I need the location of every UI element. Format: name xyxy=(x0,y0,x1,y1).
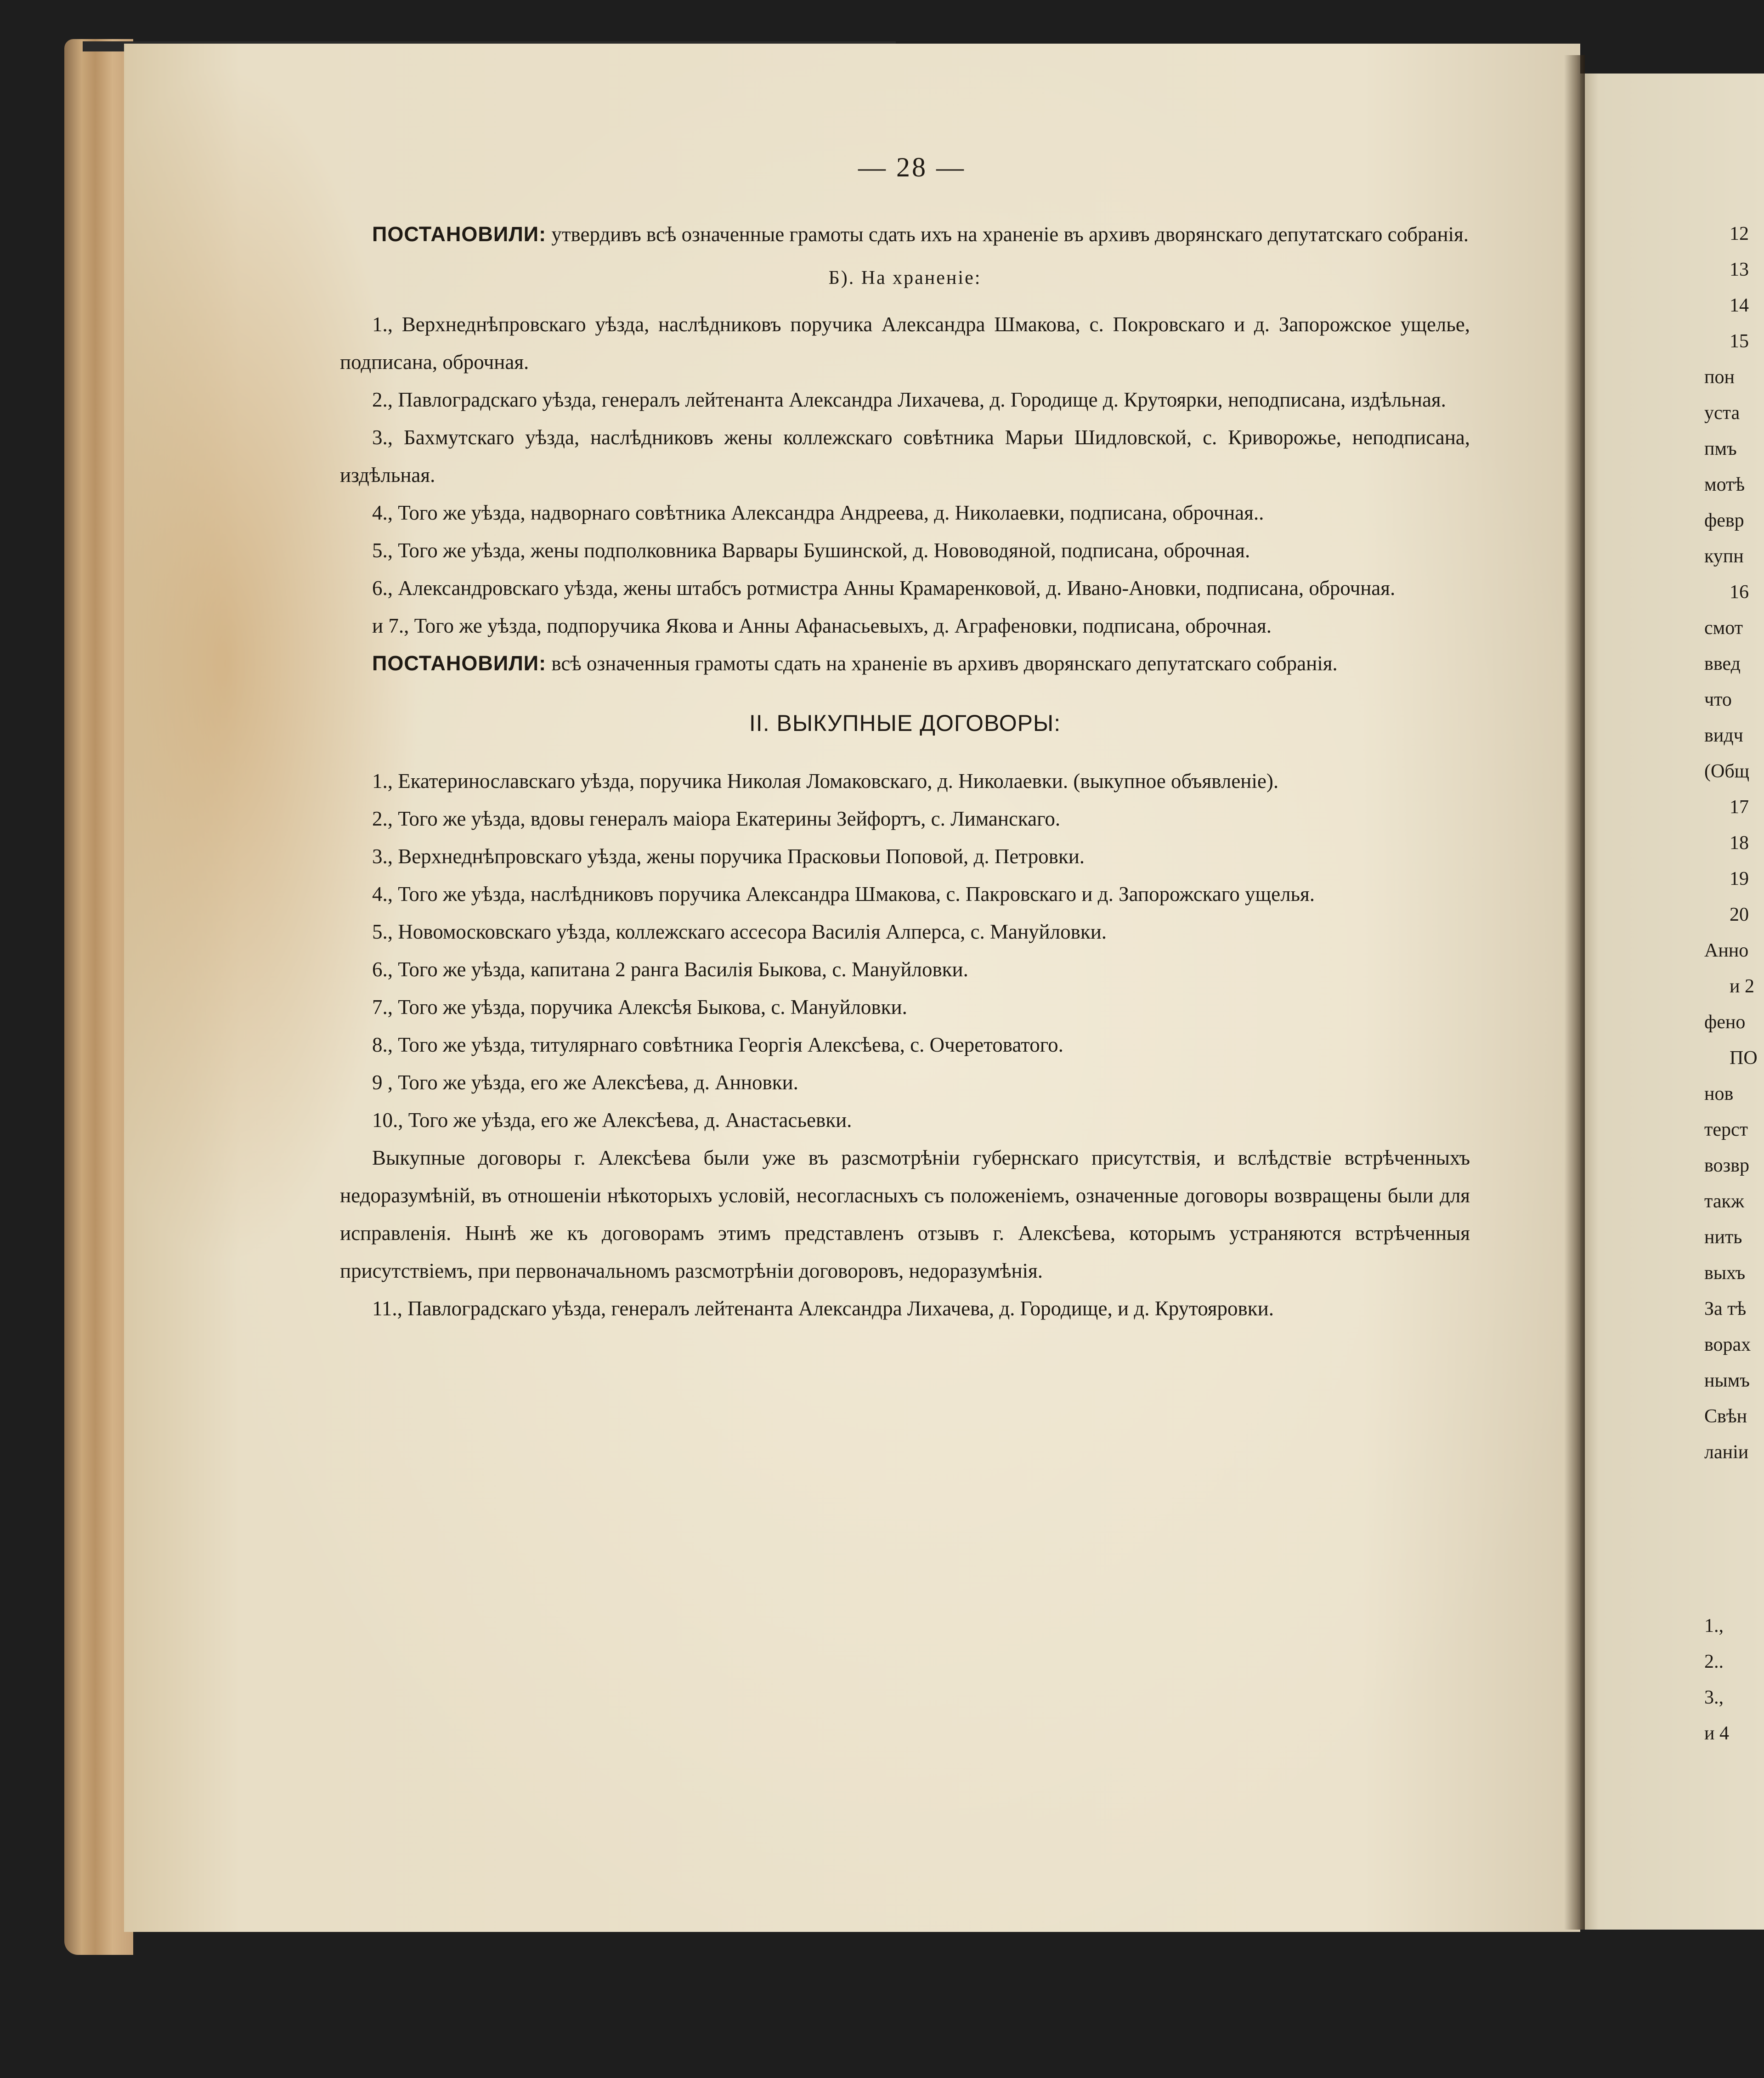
right-fragment: и 4 xyxy=(1704,1723,1729,1744)
right-fragment: купн xyxy=(1704,546,1744,567)
right-fragment: нить xyxy=(1704,1227,1742,1248)
left-page-text xyxy=(340,152,1470,1327)
resolution-label: ПОСТАНОВИЛИ: xyxy=(372,651,547,675)
storage-item: 1., Верхнеднѣпровскаго уѣзда, наслѣдниковъ поручика Александра Шмакова, с. Покровскаго и д. Запорожское ущелье, подписана, оброчная. xyxy=(340,313,1470,374)
right-fragment: 17 xyxy=(1730,797,1749,818)
right-fragment: нов xyxy=(1704,1083,1734,1104)
storage-heading: Б). На храненіе: xyxy=(828,267,982,289)
right-fragment: возвр xyxy=(1704,1155,1749,1176)
contract-note: Выкупные договоры г. Алексѣева были уже въ разсмотрѣніи губернскаго присутствія, и вслѣдствіе встрѣченныхъ недоразумѣній, въ отношеніи нѣкоторыхъ условій, несогласныхъ съ положеніемъ, означенные договоры возвращены были для исправленія. Нынѣ же къ договорамъ этимъ представленъ отзывъ г. Алексѣева, которымъ устраняются встрѣченныя присутствіемъ, при первоначальномъ разсмотрѣніи договоровъ, недоразумѣнія. xyxy=(340,1146,1470,1282)
right-fragment: что xyxy=(1704,689,1732,710)
contract-item: 3., Верхнеднѣпровскаго уѣзда, жены поручика Прасковьи Поповой, д. Петровки. xyxy=(372,845,1085,868)
right-fragment: февр xyxy=(1704,510,1744,531)
storage-item: 5., Того же уѣзда, жены подполковника Варвары Бушинской, д. Нововодяной, подписана, оброчная. xyxy=(372,539,1250,562)
right-fragment: 12 xyxy=(1730,223,1749,244)
section-title: II. ВЫКУПНЫЕ ДОГОВОРЫ: xyxy=(749,710,1061,736)
right-gap xyxy=(1704,1470,1758,1608)
book-gutter xyxy=(1564,55,1585,1930)
right-fragment: выхъ xyxy=(1704,1263,1746,1284)
right-fragment: 15 xyxy=(1730,331,1749,352)
right-fragment: мотѣ xyxy=(1704,474,1745,495)
right-fragment: 16 xyxy=(1730,582,1749,603)
top-resolution xyxy=(340,215,1470,253)
right-fragment: ПО xyxy=(1730,1047,1758,1069)
right-fragment: 18 xyxy=(1730,832,1749,854)
contract-item: 10., Того же уѣзда, его же Алексѣева, д. Анастасьевки. xyxy=(372,1109,852,1132)
right-fragment: За тѣ xyxy=(1704,1298,1747,1319)
storage-resolution xyxy=(340,645,1470,682)
page-number: — 28 — xyxy=(858,152,966,182)
storage-item: 6., Александровскаго уѣзда, жены штабсъ ротмистра Анны Крамаренковой, д. Ивано-Ановки, подписана, оброчная. xyxy=(372,577,1396,600)
right-fragment: Свѣн xyxy=(1704,1406,1747,1427)
contract-item: 5., Новомосковскаго уѣзда, коллежскаго ассесора Василія Алперса, с. Мануйловки. xyxy=(372,920,1107,943)
right-fragment: смот xyxy=(1704,617,1743,639)
right-fragment: 13 xyxy=(1730,259,1749,280)
right-fragment: нымъ xyxy=(1704,1370,1750,1391)
right-fragment: уста xyxy=(1704,402,1740,424)
resolution-text: утвердивъ всѣ означенные грамоты сдать ихъ на храненіе въ архивъ дворянскаго депутатскаго собранія. xyxy=(546,223,1469,246)
right-fragment: видч xyxy=(1704,725,1743,746)
right-page-fragments xyxy=(1704,216,1758,1751)
right-fragment: терст xyxy=(1704,1119,1748,1140)
storage-item: 3., Бахмутскаго уѣзда, наслѣдниковъ жены коллежскаго совѣтника Марьи Шидловской, с. Криворожье, неподписана, издѣльная. xyxy=(340,426,1470,487)
right-fragment: 14 xyxy=(1730,295,1749,316)
contract-item: 4., Того же уѣзда, наслѣдниковъ поручика Александра Шмакова, с. Пакровскаго и д. Запорожскаго ущелья. xyxy=(372,883,1315,906)
right-fragment: пон xyxy=(1704,367,1735,388)
right-fragment: (Общ xyxy=(1704,761,1750,782)
right-fragment: введ xyxy=(1704,653,1741,674)
right-fragment: 1., xyxy=(1704,1615,1724,1636)
right-fragment: Анно xyxy=(1704,940,1749,961)
right-fragment: 2.. xyxy=(1704,1651,1724,1672)
right-fragment: 20 xyxy=(1730,904,1749,925)
contract-item: 6., Того же уѣзда, капитана 2 ранга Василія Быкова, с. Мануйловки. xyxy=(372,958,968,981)
contract-item: 8., Того же уѣзда, титулярнаго совѣтника Георгія Алексѣева, с. Очеретоватого. xyxy=(372,1033,1063,1056)
right-fragment: фено xyxy=(1704,1012,1746,1033)
contract-item: 11., Павлоградскаго уѣзда, генералъ лейтенанта Александра Лихачева, д. Городище, и д. Крутояровки. xyxy=(372,1297,1274,1320)
right-fragment: и 2 xyxy=(1730,976,1754,997)
contract-item: 7., Того же уѣзда, поручика Алексѣя Быкова, с. Мануйловки. xyxy=(372,996,907,1019)
resolution-text: всѣ означенныя грамоты сдать на храненіе въ архивъ дворянскаго депутатскаго собранія. xyxy=(546,652,1338,675)
page-edges xyxy=(64,39,133,1955)
contract-item: 9 , Того же уѣзда, его же Алексѣева, д. Анновки. xyxy=(372,1071,798,1094)
contract-item: 1., Екатеринославскаго уѣзда, поручика Николая Ломаковскаго, д. Николаевки. (выкупное объявленіе). xyxy=(372,770,1279,793)
right-fragment: ланіи xyxy=(1704,1442,1749,1463)
storage-item: 2., Павлоградскаго уѣзда, генералъ лейтенанта Александра Лихачева, д. Городище д. Крутоярки, неподписана, издѣльная. xyxy=(372,388,1446,411)
right-fragment: такж xyxy=(1704,1191,1744,1212)
contract-item: 2., Того же уѣзда, вдовы генералъ маіора Екатерины Зейфортъ, с. Лиманскаго. xyxy=(372,807,1061,830)
right-fragment: ворах xyxy=(1704,1334,1751,1355)
storage-item: и 7., Того же уѣзда, подпоручика Якова и Анны Афанасьевыхъ, д. Аграфеновки, подписана, оброчная. xyxy=(372,614,1272,637)
right-fragment: пмъ xyxy=(1704,438,1737,459)
resolution-label: ПОСТАНОВИЛИ: xyxy=(372,222,547,246)
right-fragment: 3., xyxy=(1704,1687,1724,1708)
right-fragment: 19 xyxy=(1730,868,1749,889)
storage-item: 4., Того же уѣзда, надворнаго совѣтника Александра Андреева, д. Николаевки, подписана, оброчная.. xyxy=(372,501,1264,524)
